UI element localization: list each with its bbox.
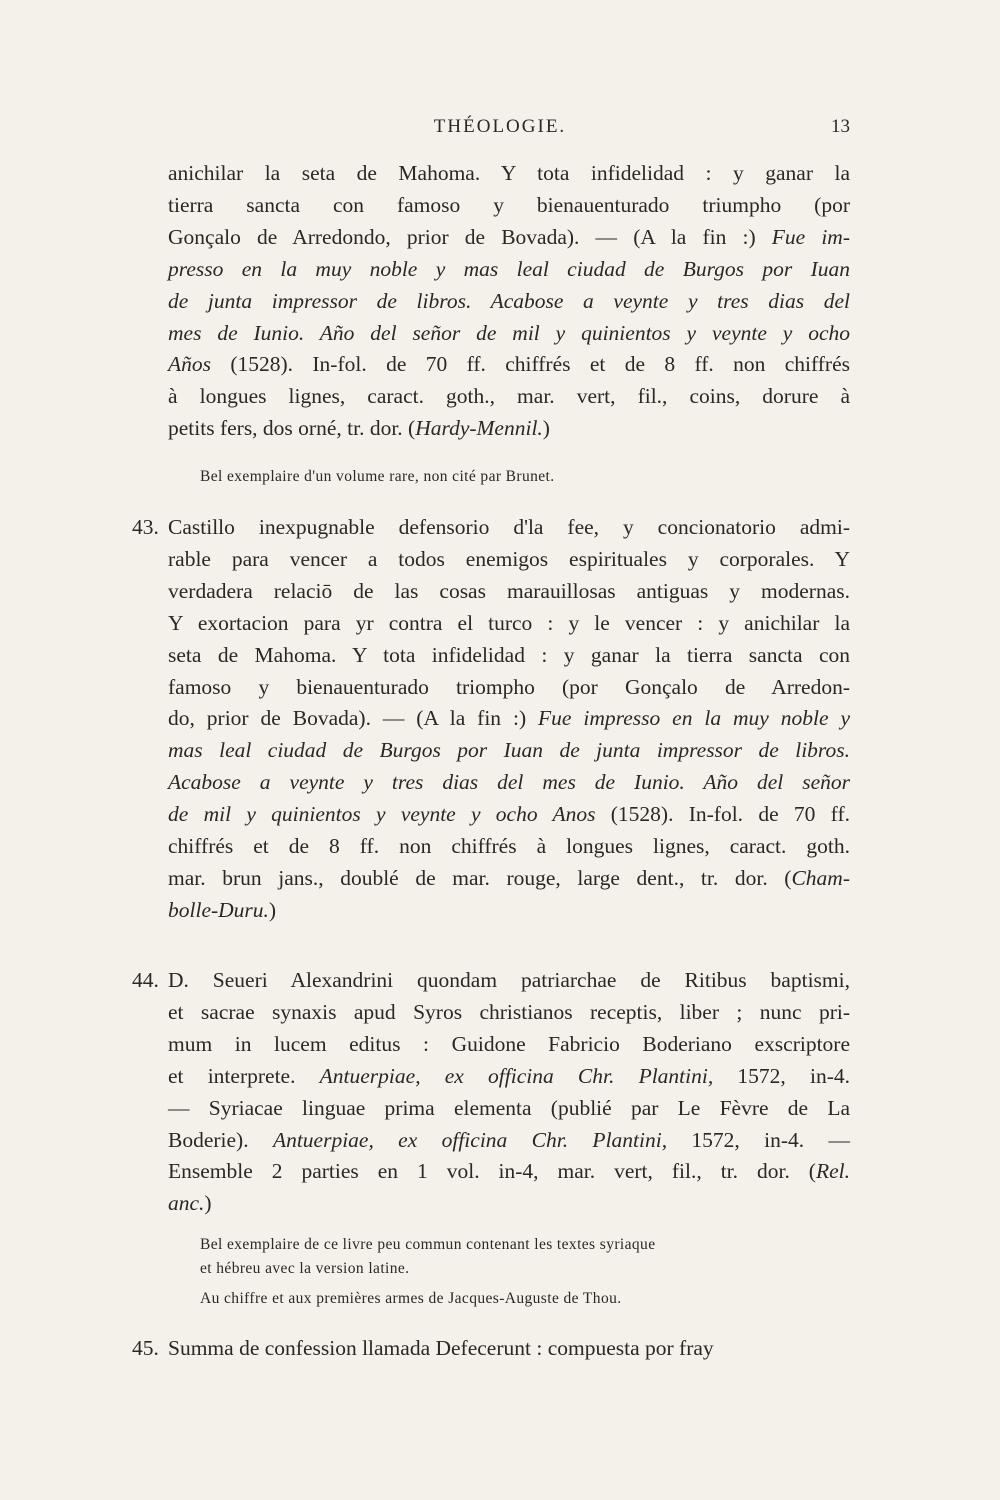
italic-text: Cham- [791, 865, 850, 890]
italic-text: bolle-Duru. [168, 897, 269, 922]
roman-text: petits fers, dos orné, tr. dor. ( [168, 416, 416, 441]
italic-text: Antuerpiae, ex officina Chr. Plantini, [319, 1063, 714, 1088]
text-line [168, 286, 850, 318]
note-line: Au chiffre et aux premières armes de Jacques-Auguste de Thou. [200, 1290, 622, 1307]
text-line [168, 735, 850, 767]
roman-text: ) [268, 897, 277, 922]
text-line [168, 254, 850, 286]
roman-text: chiffrés et de 8 ff. non chiffrés à longues lignes, caract. goth. [168, 834, 850, 859]
italic-text: Acabose a veynte y tres dias del mes de Iunio. Año del señor [168, 770, 850, 795]
roman-text: D. Seueri Alexandrini quondam patriarchae de Ritibus baptismi, [168, 968, 850, 992]
text-line [168, 544, 850, 576]
text-line [168, 672, 850, 704]
entry-number-43: 43. [132, 515, 159, 539]
italic-text: Fue im- [771, 224, 850, 249]
roman-text: Boderie). [168, 1127, 273, 1152]
italic-text: mes de Iunio. Año del señor de mil y quinientos y veynte y ocho [168, 320, 850, 345]
entry-43-paragraph [168, 512, 850, 927]
italic-text: Antuerpiae, ex officina Chr. Plantini, [272, 1127, 668, 1152]
text-line [168, 608, 850, 640]
text-line [168, 1029, 850, 1061]
text-line [168, 318, 850, 350]
roman-text: Summa de confession llamada Defecerunt : compuesta por fray [168, 1336, 714, 1360]
text-line [168, 767, 850, 799]
text-line [168, 895, 850, 927]
running-head-title: THÉOLOGIE. [433, 116, 567, 137]
italic-text: de mil y quinientos y veynte y ocho Anos [168, 802, 596, 827]
roman-text: Y exortacion para yr contra el turco : y le vencer : y anichilar la [168, 610, 850, 635]
text-line [168, 863, 850, 895]
entry-44-notes [200, 1233, 850, 1311]
roman-text: seta de Mahoma. Y tota infidelidad : y ganar la tierra sancta con [168, 642, 850, 667]
roman-text: mum in lucem editus : Guidone Fabricio Boderiano exscriptore [168, 1031, 850, 1056]
text-line [168, 512, 850, 544]
roman-text: 1572, in-4. — [667, 1127, 851, 1152]
text-line [168, 1156, 850, 1188]
entry-45-paragraph [168, 1333, 850, 1365]
text-line [168, 349, 850, 381]
roman-text: Gonçalo de Arredondo, prior de Bovada). — (A la fin :) [168, 224, 772, 249]
continuation-note [200, 465, 850, 489]
text-line [168, 381, 850, 413]
roman-text: Ensemble 2 parties en 1 vol. in-4, mar. vert, fil., tr. dor. ( [168, 1159, 816, 1184]
roman-text: (1528). In-fol. de 70 ff. [595, 802, 850, 827]
italic-text: anc. [168, 1191, 205, 1216]
text-line [168, 222, 850, 254]
roman-text: Castillo inexpugnable defensorio d'la fee, y concionatorio admi- [168, 515, 850, 539]
roman-text: famoso y bienauenturado triompho (por Gonçalo de Arredon- [168, 674, 850, 699]
note-line: Bel exemplaire de ce livre peu commun contenant les textes syriaque [200, 1236, 656, 1253]
roman-text: ) [542, 416, 550, 441]
italic-text: mas leal ciudad de Burgos por Iuan de junta impressor de libros. [168, 738, 850, 763]
text-line [168, 703, 850, 735]
text-line [168, 799, 850, 831]
text-line [168, 1333, 850, 1365]
italic-text: Años [168, 352, 211, 377]
roman-text: mar. brun jans., doublé de mar. rouge, large dent., tr. dor. ( [168, 865, 792, 890]
text-line [168, 1061, 850, 1093]
roman-text: anichilar la seta de Mahoma. Y tota infidelidad : y ganar la [168, 161, 850, 185]
roman-text: (1528). In-fol. de 70 ff. chiffrés et de 8 ff. non chiffrés [211, 352, 850, 377]
text-line [168, 1093, 850, 1125]
italic-text: Rel. [815, 1159, 850, 1184]
note-line: Bel exemplaire d'un volume rare, non cité par Brunet. [200, 468, 555, 485]
text-line [168, 1188, 850, 1220]
text-line [168, 997, 850, 1029]
running-head [0, 112, 1000, 142]
roman-text: do, prior de Bovada). — (A la fin :) [168, 706, 539, 731]
italic-text: Hardy-Mennil. [415, 416, 543, 441]
text-line [168, 1125, 850, 1157]
text-line [168, 413, 850, 445]
italic-text: Fue impresso en la muy noble y [538, 706, 850, 731]
entry-number-45: 45. [132, 1336, 159, 1360]
roman-text: et sacrae synaxis apud Syros christianos receptis, liber ; nunc pri- [168, 999, 850, 1024]
italic-text: presso en la muy noble y mas leal ciudad de Burgos por Iuan [168, 256, 850, 281]
italic-text: de junta impressor de libros. Acabose a veynte y tres dias del [168, 288, 850, 313]
text-line [168, 640, 850, 672]
roman-text: verdadera relaciō de las cosas marauillosas antiguas y modernas. [168, 578, 850, 603]
page-number: 13 [831, 116, 850, 137]
text-line [168, 158, 850, 190]
note-line: et hébreu avec la version latine. [200, 1260, 410, 1277]
text-line [168, 831, 850, 863]
roman-text: — Syriacae linguae prima elementa (publié par Le Fèvre de La [168, 1095, 850, 1120]
entry-number-44: 44. [132, 968, 159, 992]
text-line [168, 965, 850, 997]
roman-text: 1572, in-4. [713, 1063, 850, 1088]
roman-text: rable para vencer a todos enemigos espirituales y corporales. Y [168, 546, 850, 571]
roman-text: et interprete. [168, 1063, 320, 1088]
continuation-paragraph [168, 158, 850, 445]
roman-text: tierra sancta con famoso y bienauenturado triumpho (por [168, 192, 850, 217]
text-line [168, 190, 850, 222]
text-line [168, 576, 850, 608]
roman-text: à longues lignes, caract. goth., mar. vert, fil., coins, dorure à [168, 384, 850, 409]
entry-44-paragraph [168, 965, 850, 1220]
roman-text: ) [204, 1191, 212, 1216]
